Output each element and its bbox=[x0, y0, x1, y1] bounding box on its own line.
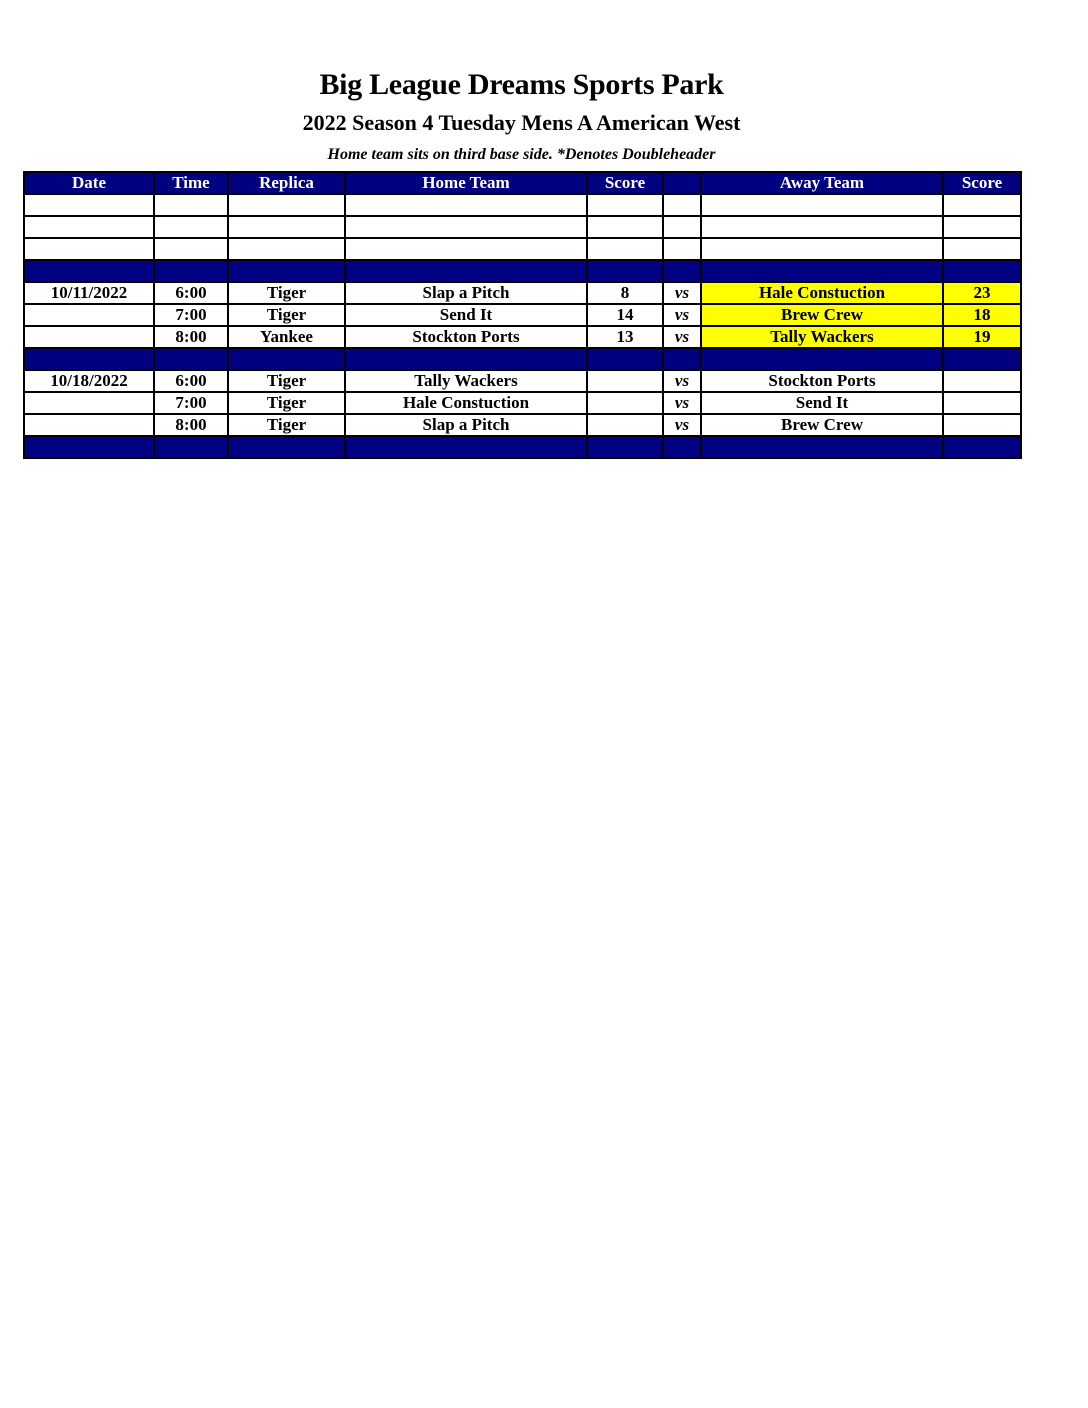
away-team: Hale Constuction bbox=[701, 282, 943, 304]
vs-label: vs bbox=[663, 282, 701, 304]
vs-label: vs bbox=[663, 326, 701, 348]
game-row bbox=[24, 326, 1021, 348]
home-score: 8 bbox=[587, 282, 663, 304]
col-header-date: Date bbox=[24, 172, 154, 194]
away-score bbox=[943, 370, 1021, 392]
game-field: Tiger bbox=[228, 414, 345, 436]
game-field: Tiger bbox=[228, 392, 345, 414]
week-divider bbox=[24, 260, 1021, 282]
schedule-table bbox=[23, 171, 1022, 459]
home-team: Tally Wackers bbox=[345, 370, 587, 392]
home-score: 14 bbox=[587, 304, 663, 326]
game-time: 7:00 bbox=[154, 304, 228, 326]
home-team: Stockton Ports bbox=[345, 326, 587, 348]
game-time: 8:00 bbox=[154, 326, 228, 348]
col-header-away-score: Score bbox=[943, 172, 1021, 194]
col-header-time: Time bbox=[154, 172, 228, 194]
away-score: 23 bbox=[943, 282, 1021, 304]
away-team: Brew Crew bbox=[701, 304, 943, 326]
game-row bbox=[24, 414, 1021, 436]
empty-row bbox=[24, 216, 1021, 238]
away-team: Tally Wackers bbox=[701, 326, 943, 348]
col-header-vs bbox=[663, 172, 701, 194]
home-team: Hale Constuction bbox=[345, 392, 587, 414]
empty-row bbox=[24, 238, 1021, 260]
game-field: Tiger bbox=[228, 304, 345, 326]
game-field: Tiger bbox=[228, 370, 345, 392]
away-score bbox=[943, 414, 1021, 436]
game-row bbox=[24, 370, 1021, 392]
vs-label: vs bbox=[663, 392, 701, 414]
home-score bbox=[587, 414, 663, 436]
col-header-away-team: Away Team bbox=[701, 172, 943, 194]
game-time: 7:00 bbox=[154, 392, 228, 414]
game-time: 6:00 bbox=[154, 282, 228, 304]
game-date: 10/11/2022 bbox=[24, 282, 154, 304]
week-divider bbox=[24, 436, 1021, 458]
game-time: 8:00 bbox=[154, 414, 228, 436]
schedule-note: Home team sits on third base side. *Denotes Doubleheader bbox=[327, 146, 716, 163]
away-team: Brew Crew bbox=[701, 414, 943, 436]
away-score: 19 bbox=[943, 326, 1021, 348]
home-team: Slap a Pitch bbox=[345, 414, 587, 436]
game-time: 6:00 bbox=[154, 370, 228, 392]
away-score bbox=[943, 392, 1021, 414]
empty-row bbox=[24, 194, 1021, 216]
away-score: 18 bbox=[943, 304, 1021, 326]
col-header-replica: Replica bbox=[228, 172, 345, 194]
home-score bbox=[587, 392, 663, 414]
game-field: Yankee bbox=[228, 326, 345, 348]
game-field: Tiger bbox=[228, 282, 345, 304]
game-row bbox=[24, 304, 1021, 326]
header-row bbox=[24, 172, 1021, 194]
vs-label: vs bbox=[663, 370, 701, 392]
away-team: Send It bbox=[701, 392, 943, 414]
page-title: Big League Dreams Sports Park bbox=[319, 68, 724, 101]
week-divider bbox=[24, 348, 1021, 370]
col-header-home-team: Home Team bbox=[345, 172, 587, 194]
vs-label: vs bbox=[663, 304, 701, 326]
vs-label: vs bbox=[663, 414, 701, 436]
home-team: Send It bbox=[345, 304, 587, 326]
game-row bbox=[24, 392, 1021, 414]
away-team: Stockton Ports bbox=[701, 370, 943, 392]
game-row bbox=[24, 282, 1021, 304]
home-team: Slap a Pitch bbox=[345, 282, 587, 304]
game-date: 10/18/2022 bbox=[24, 370, 154, 392]
col-header-home-score: Score bbox=[587, 172, 663, 194]
home-score: 13 bbox=[587, 326, 663, 348]
home-score bbox=[587, 370, 663, 392]
league-subtitle: 2022 Season 4 Tuesday Mens A American West bbox=[302, 110, 741, 135]
